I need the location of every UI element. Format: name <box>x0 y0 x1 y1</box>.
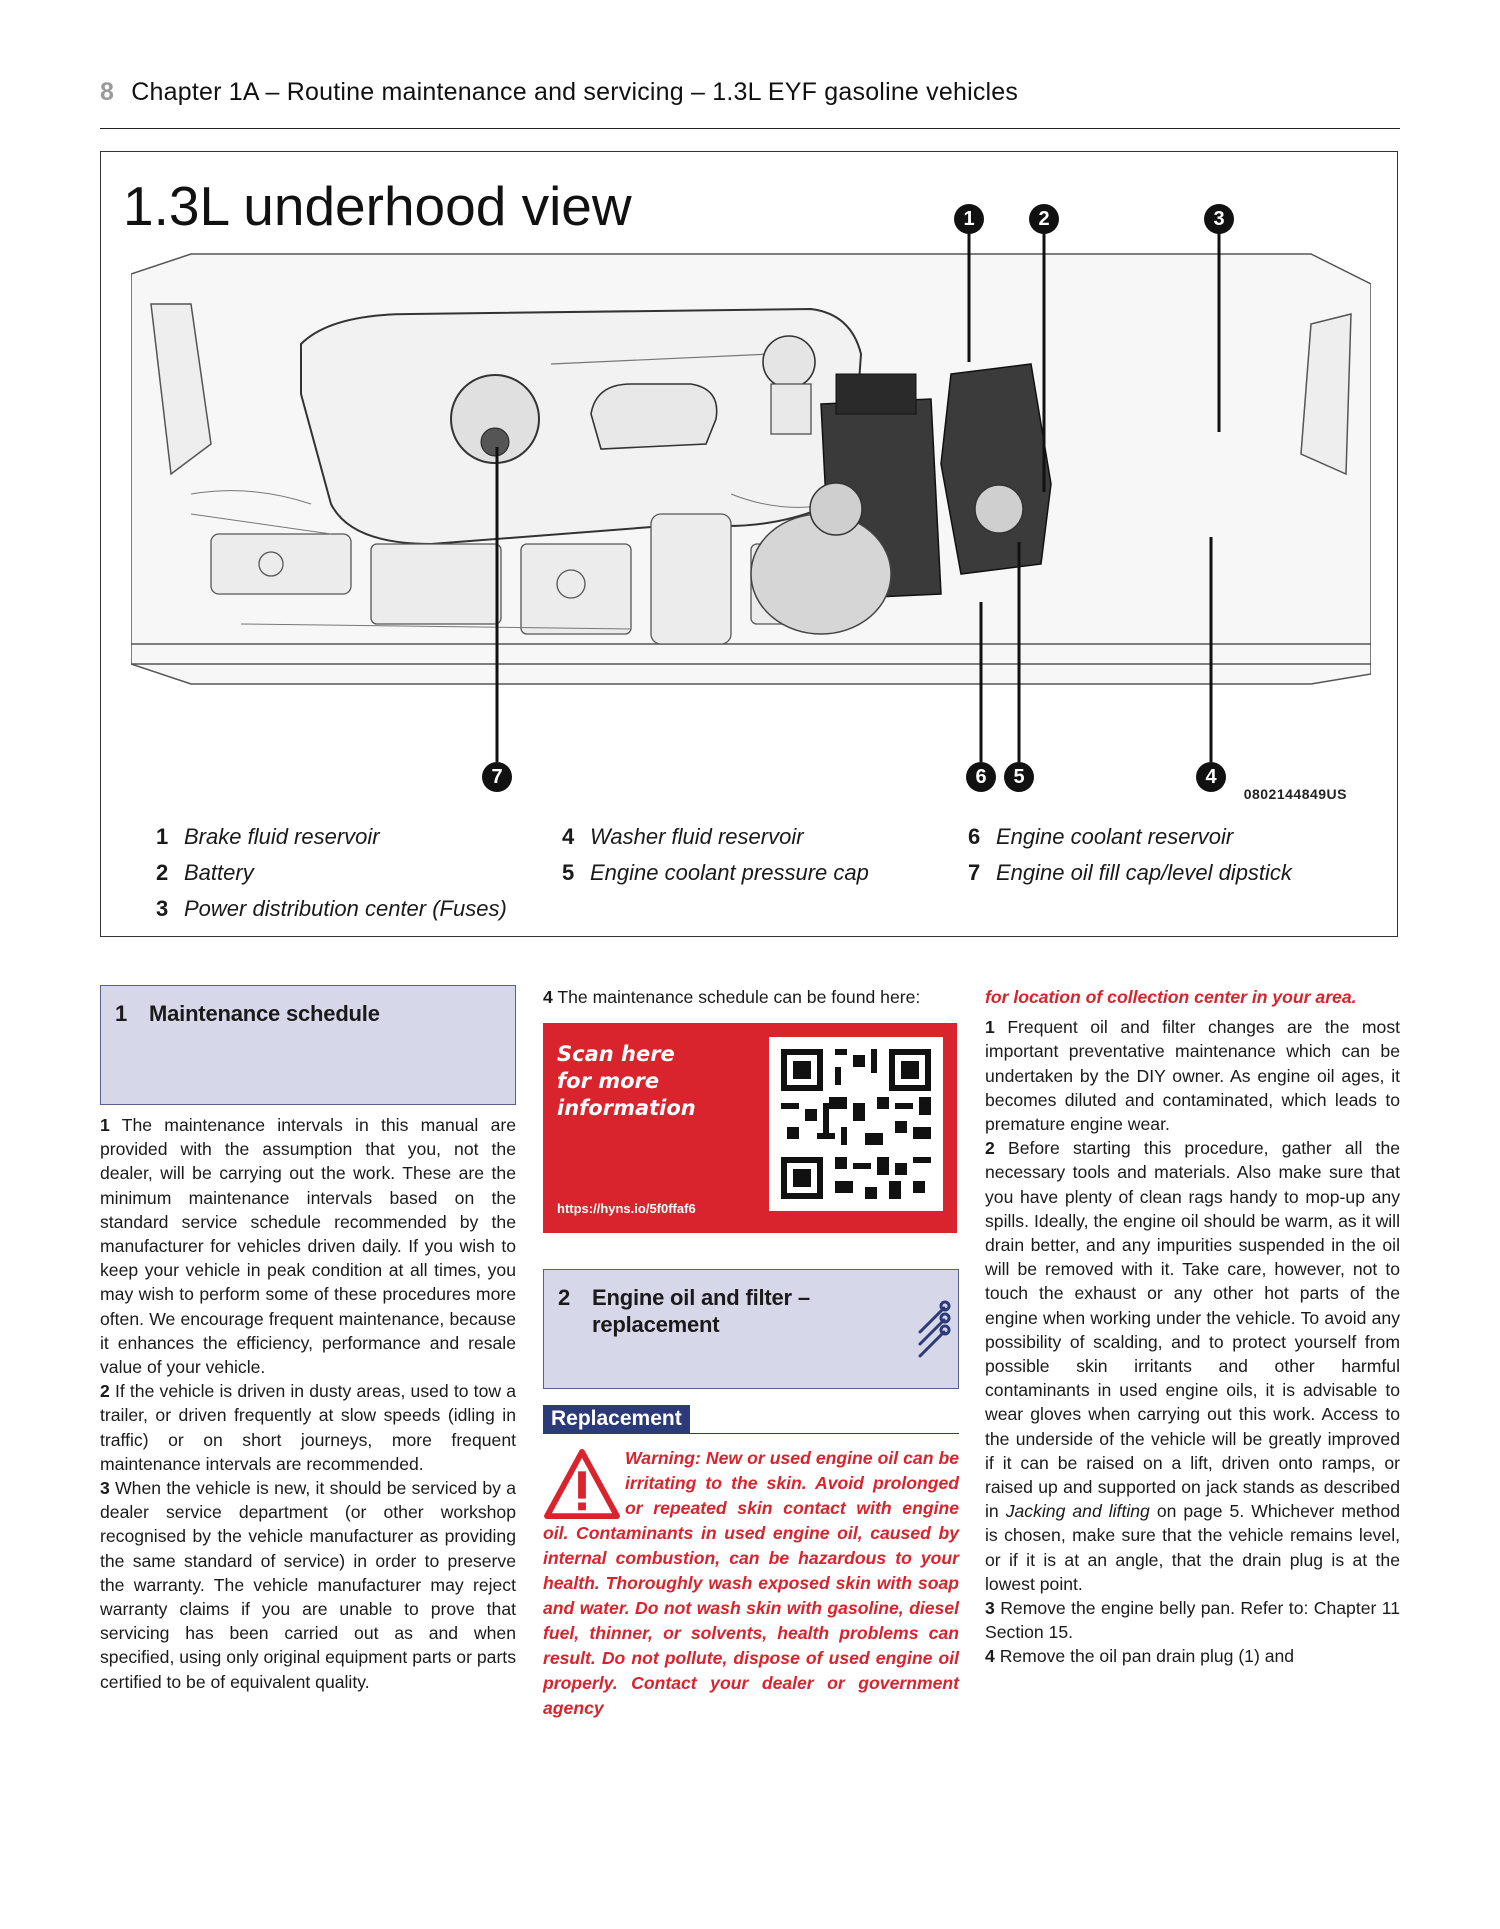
running-header <box>100 78 1400 107</box>
legend-item: 2 Battery <box>156 860 254 885</box>
legend-item: 7 Engine oil fill cap/level dipstick <box>968 860 1292 885</box>
section-2-title: 2 Engine oil and filter – replacement <box>558 1285 810 1338</box>
paragraph: 2 If the vehicle is driven in dusty areas, used to tow a trailer, or driven frequently at slow speeds (idling in traffic) or on short journeys, more frequent maintenance intervals are recommended. <box>100 1381 517 1474</box>
callout-7: 7 <box>482 762 512 792</box>
paragraph: 1 Frequent oil and filter changes are the most important preventative maintenance which can be undertaken by the DIY owner. As engine oil ages, it becomes diluted and contaminated, which leads to premature engine wear. <box>985 1017 1401 1135</box>
callout-1: 1 <box>954 204 984 234</box>
paragraph: 4 Remove the oil pan drain plug (1) and <box>985 1646 1295 1667</box>
callout-4: 4 <box>1196 762 1226 792</box>
legend-item: 3 Power distribution center (Fuses) <box>156 896 507 921</box>
running-header-title: Chapter 1A – Routine maintenance and servicing – 1.3L EYF gasoline vehicles <box>131 78 1019 106</box>
callout-overlay <box>101 152 1399 832</box>
qr-code-icon[interactable] <box>769 1037 943 1211</box>
qr-caption: Scan here for more information <box>557 1042 696 1121</box>
callout-2: 2 <box>1029 204 1059 234</box>
section-2-heading-box <box>543 1269 959 1389</box>
warning-triangle-icon <box>543 1448 621 1520</box>
figure-title: 1.3L underhood view <box>123 175 632 237</box>
legend-item: 1 Brake fluid reservoir <box>156 824 380 849</box>
paragraph: 2 Before starting this procedure, gather all the necessary tools and materials. Also make sure that you have plenty of clean rags handy to mop-up any spills. Ideally, the engine oil should be warm, as it will drain better, and any impurities suspended in the oil will be removed with it. Take care, however, not to touch the exhaust or any other hot parts of the engine when working under the vehicle. To avoid any possibility of scalding, and to protect yourself from possible skin irritants and other harmful contaminants in used engine oils, it is advisable to wear gloves when carrying out this work. Access to the underside of the vehicle will be greatly improved if it can be raised on a lift, driven onto ramps, or raised up and supported on jack stands as described in Jacking and lifting on page 5. Whichever method is chosen, make sure that the vehicle remains level, or if it is at an angle, that the drain plug is at the lowest point. <box>985 1138 1401 1594</box>
qr-panel[interactable] <box>543 1023 957 1233</box>
warning-continued: for location of collection center in your area. <box>985 987 1357 1007</box>
callout-5: 5 <box>1004 762 1034 792</box>
column-2 <box>543 985 959 1721</box>
legend-item: 6 Engine coolant reservoir <box>968 824 1234 849</box>
section-1-heading-box <box>100 985 516 1105</box>
wrench-difficulty-icon <box>912 1292 952 1362</box>
qr-url[interactable]: https://hyns.io/5f0ffaf6 <box>557 1201 696 1217</box>
paragraph: 1 The maintenance intervals in this manual are provided with the assumption that you, not the dealer, will be carrying out the work. These are the minimum maintenance intervals based on the standard service schedule recommended by the manufacturer for vehicles driven daily. If you wish to keep your vehicle in peak condition at all times, you may wish to perform some of these procedures more often. We encourage frequent maintenance, because it enhances the efficiency, performance and resale value of your vehicle. <box>100 1115 516 1378</box>
replacement-subheading: Replacement <box>543 1405 959 1434</box>
header-rule <box>100 128 1400 129</box>
warning-block: Warning: New or used engine oil can be irritating to the skin. Avoid prolonged or repeated skin contact with engine oil. Contaminants in used engine oil, caused by internal combustion, can be hazardous to your health. Thoroughly wash exposed skin with soap and water. Do not wash skin with gasoline, diesel fuel, thinner, or solvents, health problems can result. Do not pollute, dispose of used engine oil properly. Contact your dealer or government agency <box>543 1448 959 1719</box>
cross-reference[interactable]: Jacking and lifting <box>1005 1501 1150 1522</box>
figure-code: 0802144849US <box>1243 786 1347 802</box>
paragraph: 3 When the vehicle is new, it should be serviced by a dealer service department (or other workshop recognised by the vehicle manufacturer as providing the same standard of service) in order to preserve the warranty. The vehicle manufacturer may reject warranty claims if you are unable to prove that servicing has been carried out as and when specified, using only original equipment parts or parts certified to be of equivalent quality. <box>100 1478 516 1692</box>
legend-item: 5 Engine coolant pressure cap <box>562 860 869 885</box>
callout-3: 3 <box>1204 204 1234 234</box>
legend-item: 4 Washer fluid reservoir <box>562 824 804 849</box>
section-1-title: 1 Maintenance schedule <box>115 1001 380 1026</box>
column-3 <box>985 985 1400 1669</box>
callout-6: 6 <box>966 762 996 792</box>
column-1 <box>100 985 516 1694</box>
page-number: 8 <box>100 78 115 106</box>
paragraph: 3 Remove the engine belly pan. Refer to: Chapter 11 Section 15. <box>985 1598 1401 1643</box>
underhood-figure <box>100 151 1398 937</box>
paragraph: 4 The maintenance schedule can be found here: <box>543 987 921 1007</box>
